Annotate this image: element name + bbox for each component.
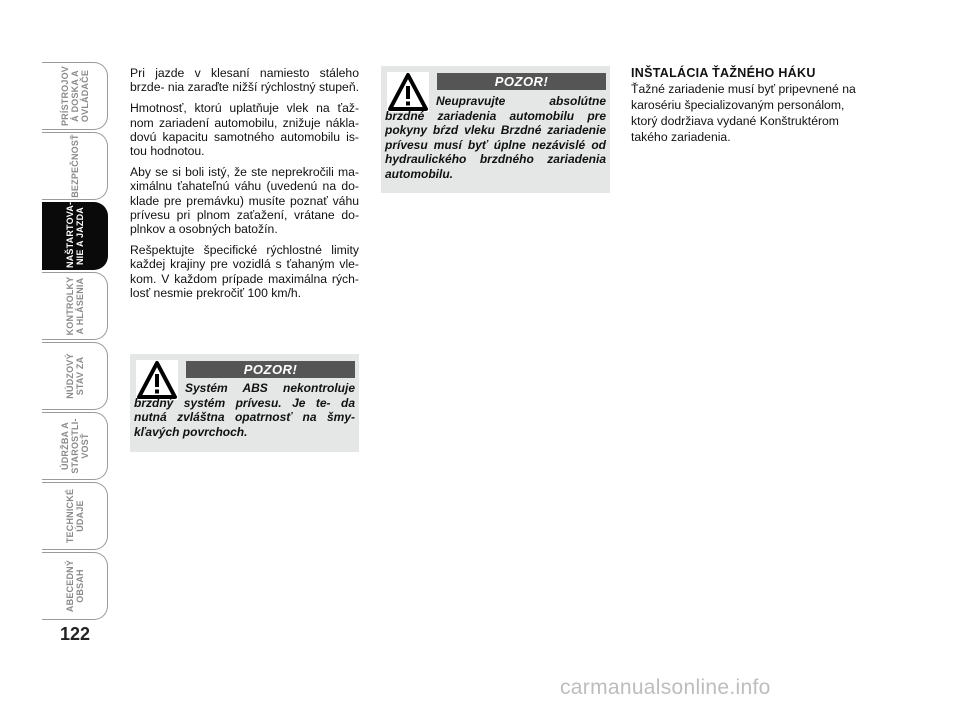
tab-label: ÚDRŽBA A STAROSTLI- VOSŤ [59, 418, 90, 474]
tab-label: BEZPEČNOSŤ [69, 134, 80, 198]
warning-text: Systém ABS nekontroluje brzdný systém prívesu. Je te- da nutná zvláštna opatrnosť na šmy- kľavých povrchoch. [134, 381, 355, 439]
warning-text: Neupravujte absolútne brzdné zariadenia automobilu pre pokyny bŕzd vleku Brzdné zariadenie prívesu musí byť úplne nezávislé od hydraulického brzdného zariadenia automobilu. [385, 94, 606, 181]
paragraph: Rešpektujte špecifické rýchlostné limity každej krajiny pre vozidlá s ťahaným vle- kom. V každom prípade maximálna rých- losť nesmie prekročiť 100 km/h. [130, 243, 359, 300]
tab-maintenance[interactable] [42, 412, 108, 480]
tab-label: PRÍSTROJOV Á DOSKA A OVLÁDAČE [59, 66, 90, 127]
text-column-left [130, 66, 359, 307]
tab-label: NAŠTARTOVA- NIE A JAZDA [64, 201, 85, 268]
tab-safety[interactable] [42, 132, 108, 200]
warning-box-brakes [381, 66, 610, 193]
paragraph: Pri jazde v klesaní namiesto stáleho brzde- nia zaraďte nižší rýchlostný stupeň. [130, 66, 360, 95]
warning-title: POZOR! [186, 361, 355, 378]
warning-box-abs [130, 354, 359, 452]
paragraph: Ťažné zariadenie musí byť pripevnené na karosériu špecializovaným personálom, ktorý dodržiava vydané Konštruktérom takého zariadenia. [631, 82, 856, 144]
section-heading: INŠTALÁCIA ŤAŽNÉHO HÁKU [631, 66, 816, 80]
text-column-right [631, 66, 867, 145]
tab-emergency[interactable] [42, 342, 108, 410]
tab-label: TECHNICKÉ ÚDAJE [64, 488, 85, 544]
paragraph: Hmotnosť, ktorú uplatňuje vlek na ťaž- nom zariadení automobilu, znižuje nákla- dovú kapacitu samotného automobilu is- tou hodnotou. [130, 101, 359, 159]
tab-label: KONTROLKY A HLÁSENIA [64, 276, 85, 336]
tab-starting-driving[interactable] [42, 202, 108, 270]
tab-index[interactable] [42, 552, 108, 620]
warning-title: POZOR! [437, 73, 606, 90]
paragraph: Aby se si boli istý, že ste neprekročili ma- ximálnu ťahateľnú váhu (uvedenú na do- klade pre premávku) musíte poznať váhu prívesu pri plnom zaťažení, vrátane do- plnkov a osobných batožín. [130, 165, 359, 237]
tab-label: ABECEDNÝ OBSAH [64, 559, 85, 613]
page-number: 122 [59, 624, 91, 644]
watermark: carmanualsonline.info [560, 676, 771, 699]
tab-instrument-panel[interactable] [42, 62, 108, 130]
tab-warning-lights[interactable] [42, 272, 108, 340]
tab-label: NÚDZOVÝ STAV ZA [64, 353, 85, 399]
tab-technical-data[interactable] [42, 482, 108, 550]
